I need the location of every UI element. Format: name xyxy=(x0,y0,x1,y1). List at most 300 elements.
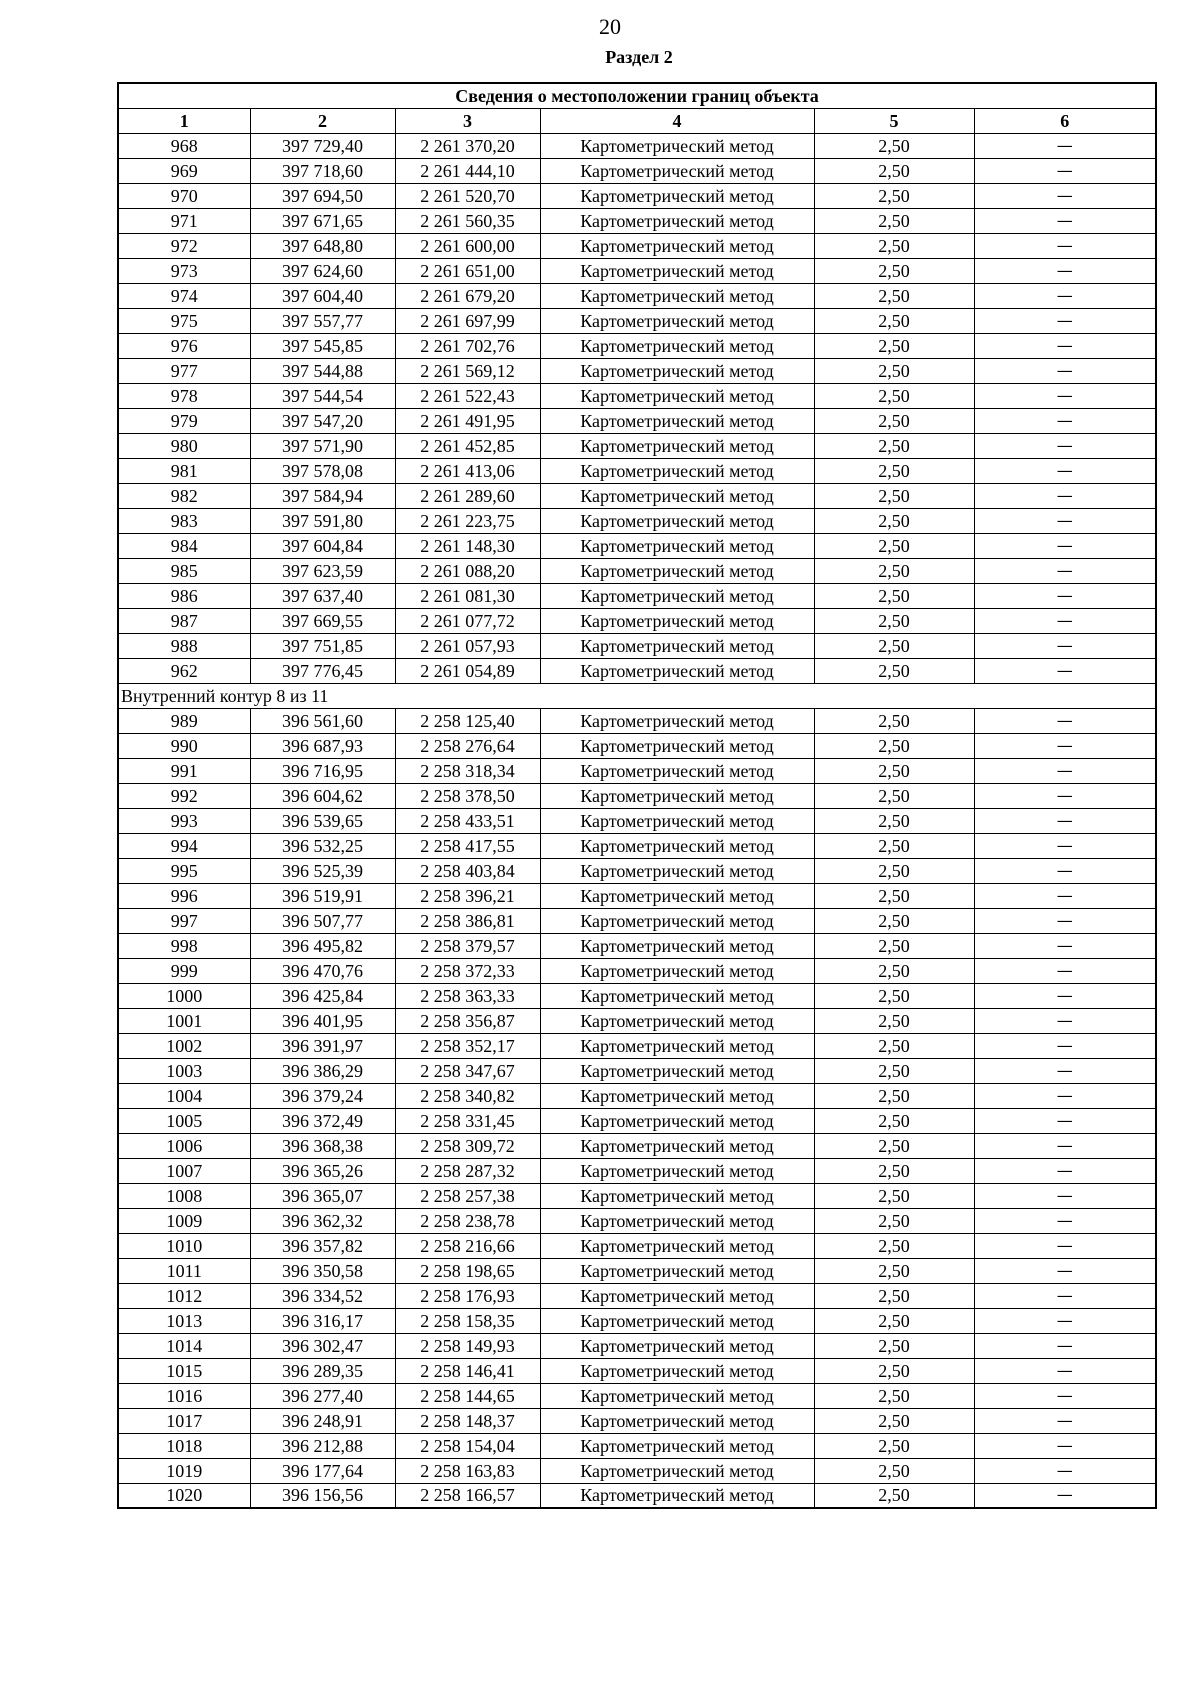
section-title: Раздел 2 xyxy=(605,47,673,67)
point-number-cell: 997 xyxy=(118,908,250,933)
method-cell: Картометрический метод xyxy=(540,808,814,833)
table-row xyxy=(118,858,1156,883)
description-cell: — xyxy=(974,508,1156,533)
description-cell: — xyxy=(974,458,1156,483)
point-number-cell: 986 xyxy=(118,583,250,608)
accuracy-cell: 2,50 xyxy=(814,908,974,933)
x-coordinate-cell: 396 470,76 xyxy=(250,958,395,983)
accuracy-cell: 2,50 xyxy=(814,258,974,283)
point-number-cell: 969 xyxy=(118,158,250,183)
point-number-cell: 1010 xyxy=(118,1233,250,1258)
table-row xyxy=(118,1383,1156,1408)
y-coordinate-cell: 2 261 452,85 xyxy=(395,433,540,458)
method-cell: Картометрический метод xyxy=(540,658,814,683)
point-number-cell: 1019 xyxy=(118,1458,250,1483)
x-coordinate-cell: 397 544,88 xyxy=(250,358,395,383)
x-coordinate-cell: 396 362,32 xyxy=(250,1208,395,1233)
accuracy-cell: 2,50 xyxy=(814,1383,974,1408)
description-cell: — xyxy=(974,1058,1156,1083)
y-coordinate-cell: 2 258 149,93 xyxy=(395,1333,540,1358)
y-coordinate-cell: 2 258 216,66 xyxy=(395,1233,540,1258)
point-number-cell: 981 xyxy=(118,458,250,483)
x-coordinate-cell: 397 578,08 xyxy=(250,458,395,483)
accuracy-cell: 2,50 xyxy=(814,183,974,208)
method-cell: Картометрический метод xyxy=(540,1308,814,1333)
description-cell: — xyxy=(974,583,1156,608)
description-cell: — xyxy=(974,958,1156,983)
table-row xyxy=(118,458,1156,483)
description-cell: — xyxy=(974,908,1156,933)
method-cell: Картометрический метод xyxy=(540,358,814,383)
y-coordinate-cell: 2 258 318,34 xyxy=(395,758,540,783)
y-coordinate-cell: 2 261 569,12 xyxy=(395,358,540,383)
accuracy-cell: 2,50 xyxy=(814,158,974,183)
table-row xyxy=(118,883,1156,908)
y-coordinate-cell: 2 261 491,95 xyxy=(395,408,540,433)
y-coordinate-cell: 2 258 352,17 xyxy=(395,1033,540,1058)
y-coordinate-cell: 2 258 148,37 xyxy=(395,1408,540,1433)
accuracy-cell: 2,50 xyxy=(814,933,974,958)
y-coordinate-cell: 2 261 077,72 xyxy=(395,608,540,633)
x-coordinate-cell: 397 669,55 xyxy=(250,608,395,633)
table-row xyxy=(118,1258,1156,1283)
table-row xyxy=(118,1208,1156,1233)
point-number-cell: 1003 xyxy=(118,1058,250,1083)
column-header: 2 xyxy=(250,108,395,133)
description-cell: — xyxy=(974,1408,1156,1433)
x-coordinate-cell: 397 624,60 xyxy=(250,258,395,283)
accuracy-cell: 2,50 xyxy=(814,1233,974,1258)
point-number-cell: 974 xyxy=(118,283,250,308)
x-coordinate-cell: 396 519,91 xyxy=(250,883,395,908)
description-cell: — xyxy=(974,1333,1156,1358)
y-coordinate-cell: 2 258 340,82 xyxy=(395,1083,540,1108)
point-number-cell: 989 xyxy=(118,708,250,733)
table-row xyxy=(118,158,1156,183)
table-body xyxy=(118,133,1156,1508)
method-cell: Картометрический метод xyxy=(540,1458,814,1483)
point-number-cell: 973 xyxy=(118,258,250,283)
y-coordinate-cell: 2 258 158,35 xyxy=(395,1308,540,1333)
x-coordinate-cell: 396 401,95 xyxy=(250,1008,395,1033)
accuracy-cell: 2,50 xyxy=(814,1283,974,1308)
accuracy-cell: 2,50 xyxy=(814,208,974,233)
method-cell: Картометрический метод xyxy=(540,583,814,608)
accuracy-cell: 2,50 xyxy=(814,583,974,608)
x-coordinate-cell: 397 604,40 xyxy=(250,283,395,308)
method-cell: Картометрический метод xyxy=(540,1408,814,1433)
method-cell: Картометрический метод xyxy=(540,1358,814,1383)
x-coordinate-cell: 397 776,45 xyxy=(250,658,395,683)
y-coordinate-cell: 2 261 413,06 xyxy=(395,458,540,483)
y-coordinate-cell: 2 258 166,57 xyxy=(395,1483,540,1508)
x-coordinate-cell: 396 604,62 xyxy=(250,783,395,808)
x-coordinate-cell: 396 495,82 xyxy=(250,933,395,958)
y-coordinate-cell: 2 261 444,10 xyxy=(395,158,540,183)
description-cell: — xyxy=(974,1283,1156,1308)
table-row xyxy=(118,783,1156,808)
table-row xyxy=(118,133,1156,158)
x-coordinate-cell: 396 316,17 xyxy=(250,1308,395,1333)
point-number-cell: 998 xyxy=(118,933,250,958)
description-cell: — xyxy=(974,258,1156,283)
table-row xyxy=(118,283,1156,308)
accuracy-cell: 2,50 xyxy=(814,1408,974,1433)
accuracy-cell: 2,50 xyxy=(814,883,974,908)
point-number-cell: 1002 xyxy=(118,1033,250,1058)
y-coordinate-cell: 2 258 287,32 xyxy=(395,1158,540,1183)
method-cell: Картометрический метод xyxy=(540,783,814,808)
method-cell: Картометрический метод xyxy=(540,1233,814,1258)
accuracy-cell: 2,50 xyxy=(814,133,974,158)
point-number-cell: 970 xyxy=(118,183,250,208)
method-cell: Картометрический метод xyxy=(540,1083,814,1108)
table-row xyxy=(118,533,1156,558)
point-number-cell: 994 xyxy=(118,833,250,858)
table-row xyxy=(118,1108,1156,1133)
x-coordinate-cell: 396 350,58 xyxy=(250,1258,395,1283)
x-coordinate-cell: 396 525,39 xyxy=(250,858,395,883)
point-number-cell: 979 xyxy=(118,408,250,433)
method-cell: Картометрический метод xyxy=(540,233,814,258)
table-row xyxy=(118,1083,1156,1108)
description-cell: — xyxy=(974,233,1156,258)
description-cell: — xyxy=(974,1108,1156,1133)
description-cell: — xyxy=(974,758,1156,783)
accuracy-cell: 2,50 xyxy=(814,858,974,883)
table-row xyxy=(118,1333,1156,1358)
method-cell: Картометрический метод xyxy=(540,1108,814,1133)
accuracy-cell: 2,50 xyxy=(814,833,974,858)
point-number-cell: 1017 xyxy=(118,1408,250,1433)
method-cell: Картометрический метод xyxy=(540,1258,814,1283)
point-number-cell: 1018 xyxy=(118,1433,250,1458)
point-number-cell: 984 xyxy=(118,533,250,558)
point-number-cell: 991 xyxy=(118,758,250,783)
x-coordinate-cell: 396 372,49 xyxy=(250,1108,395,1133)
table-row xyxy=(118,1233,1156,1258)
point-number-cell: 1006 xyxy=(118,1133,250,1158)
method-cell: Картометрический метод xyxy=(540,133,814,158)
table-row xyxy=(118,1008,1156,1033)
accuracy-cell: 2,50 xyxy=(814,1333,974,1358)
point-number-cell: 1000 xyxy=(118,983,250,1008)
description-cell: — xyxy=(974,158,1156,183)
table-row xyxy=(118,183,1156,208)
accuracy-cell: 2,50 xyxy=(814,1258,974,1283)
accuracy-cell: 2,50 xyxy=(814,608,974,633)
table-row xyxy=(118,383,1156,408)
description-cell: — xyxy=(974,333,1156,358)
description-cell: — xyxy=(974,608,1156,633)
y-coordinate-cell: 2 258 144,65 xyxy=(395,1383,540,1408)
method-cell: Картометрический метод xyxy=(540,283,814,308)
table-row xyxy=(118,233,1156,258)
description-cell: — xyxy=(974,383,1156,408)
x-coordinate-cell: 396 687,93 xyxy=(250,733,395,758)
point-number-cell: 992 xyxy=(118,783,250,808)
y-coordinate-cell: 2 258 347,67 xyxy=(395,1058,540,1083)
table-row xyxy=(118,333,1156,358)
y-coordinate-cell: 2 261 600,00 xyxy=(395,233,540,258)
y-coordinate-cell: 2 258 372,33 xyxy=(395,958,540,983)
accuracy-cell: 2,50 xyxy=(814,1308,974,1333)
x-coordinate-cell: 396 391,97 xyxy=(250,1033,395,1058)
x-coordinate-cell: 397 584,94 xyxy=(250,483,395,508)
table-row xyxy=(118,1433,1156,1458)
x-coordinate-cell: 397 571,90 xyxy=(250,433,395,458)
method-cell: Картометрический метод xyxy=(540,433,814,458)
table-row xyxy=(118,658,1156,683)
y-coordinate-cell: 2 261 520,70 xyxy=(395,183,540,208)
column-number-row xyxy=(118,108,1156,133)
accuracy-cell: 2,50 xyxy=(814,358,974,383)
description-cell: — xyxy=(974,933,1156,958)
point-number-cell: 1020 xyxy=(118,1483,250,1508)
table-row xyxy=(118,1358,1156,1383)
y-coordinate-cell: 2 261 223,75 xyxy=(395,508,540,533)
method-cell: Картометрический метод xyxy=(540,758,814,783)
table-row xyxy=(118,983,1156,1008)
description-cell: — xyxy=(974,1433,1156,1458)
method-cell: Картометрический метод xyxy=(540,1058,814,1083)
accuracy-cell: 2,50 xyxy=(814,383,974,408)
y-coordinate-cell: 2 258 276,64 xyxy=(395,733,540,758)
accuracy-cell: 2,50 xyxy=(814,1083,974,1108)
description-cell: — xyxy=(974,183,1156,208)
point-number-cell: 999 xyxy=(118,958,250,983)
description-cell: — xyxy=(974,208,1156,233)
method-cell: Картометрический метод xyxy=(540,533,814,558)
table-row xyxy=(118,308,1156,333)
description-cell: — xyxy=(974,1208,1156,1233)
description-cell: — xyxy=(974,1358,1156,1383)
accuracy-cell: 2,50 xyxy=(814,983,974,1008)
method-cell: Картометрический метод xyxy=(540,308,814,333)
point-number-cell: 1005 xyxy=(118,1108,250,1133)
point-number-cell: 1011 xyxy=(118,1258,250,1283)
x-coordinate-cell: 396 365,07 xyxy=(250,1183,395,1208)
description-cell: — xyxy=(974,783,1156,808)
table-row xyxy=(118,1283,1156,1308)
accuracy-cell: 2,50 xyxy=(814,958,974,983)
y-coordinate-cell: 2 261 081,30 xyxy=(395,583,540,608)
accuracy-cell: 2,50 xyxy=(814,783,974,808)
table-row xyxy=(118,583,1156,608)
x-coordinate-cell: 396 334,52 xyxy=(250,1283,395,1308)
y-coordinate-cell: 2 258 417,55 xyxy=(395,833,540,858)
y-coordinate-cell: 2 258 309,72 xyxy=(395,1133,540,1158)
point-number-cell: 1004 xyxy=(118,1083,250,1108)
x-coordinate-cell: 396 716,95 xyxy=(250,758,395,783)
x-coordinate-cell: 397 604,84 xyxy=(250,533,395,558)
y-coordinate-cell: 2 258 379,57 xyxy=(395,933,540,958)
accuracy-cell: 2,50 xyxy=(814,333,974,358)
description-cell: — xyxy=(974,283,1156,308)
description-cell: — xyxy=(974,433,1156,458)
description-cell: — xyxy=(974,133,1156,158)
y-coordinate-cell: 2 258 386,81 xyxy=(395,908,540,933)
point-number-cell: 1007 xyxy=(118,1158,250,1183)
point-number-cell: 1014 xyxy=(118,1333,250,1358)
table-row xyxy=(118,408,1156,433)
x-coordinate-cell: 396 379,24 xyxy=(250,1083,395,1108)
x-coordinate-cell: 397 729,40 xyxy=(250,133,395,158)
method-cell: Картометрический метод xyxy=(540,158,814,183)
accuracy-cell: 2,50 xyxy=(814,283,974,308)
y-coordinate-cell: 2 258 146,41 xyxy=(395,1358,540,1383)
table-caption: Сведения о местоположении границ объекта xyxy=(118,83,1156,108)
description-cell: — xyxy=(974,1183,1156,1208)
y-coordinate-cell: 2 258 378,50 xyxy=(395,783,540,808)
table-row xyxy=(118,733,1156,758)
method-cell: Картометрический метод xyxy=(540,1158,814,1183)
method-cell: Картометрический метод xyxy=(540,1433,814,1458)
description-cell: — xyxy=(974,483,1156,508)
table-row xyxy=(118,958,1156,983)
x-coordinate-cell: 397 637,40 xyxy=(250,583,395,608)
description-cell: — xyxy=(974,858,1156,883)
point-number-cell: 1009 xyxy=(118,1208,250,1233)
accuracy-cell: 2,50 xyxy=(814,1108,974,1133)
method-cell: Картометрический метод xyxy=(540,408,814,433)
table-row xyxy=(118,933,1156,958)
x-coordinate-cell: 396 357,82 xyxy=(250,1233,395,1258)
accuracy-cell: 2,50 xyxy=(814,558,974,583)
accuracy-cell: 2,50 xyxy=(814,533,974,558)
point-number-cell: 972 xyxy=(118,233,250,258)
method-cell: Картометрический метод xyxy=(540,1383,814,1408)
y-coordinate-cell: 2 258 433,51 xyxy=(395,808,540,833)
x-coordinate-cell: 396 365,26 xyxy=(250,1158,395,1183)
point-number-cell: 1013 xyxy=(118,1308,250,1333)
description-cell: — xyxy=(974,1233,1156,1258)
table-row xyxy=(118,758,1156,783)
point-number-cell: 976 xyxy=(118,333,250,358)
table-row xyxy=(118,633,1156,658)
method-cell: Картометрический метод xyxy=(540,508,814,533)
y-coordinate-cell: 2 261 651,00 xyxy=(395,258,540,283)
description-cell: — xyxy=(974,358,1156,383)
column-header: 4 xyxy=(540,108,814,133)
method-cell: Картометрический метод xyxy=(540,1133,814,1158)
column-header: 6 xyxy=(974,108,1156,133)
accuracy-cell: 2,50 xyxy=(814,1358,974,1383)
point-number-cell: 980 xyxy=(118,433,250,458)
table-row xyxy=(118,808,1156,833)
x-coordinate-cell: 397 694,50 xyxy=(250,183,395,208)
description-cell: — xyxy=(974,1133,1156,1158)
accuracy-cell: 2,50 xyxy=(814,733,974,758)
method-cell: Картометрический метод xyxy=(540,458,814,483)
point-number-cell: 988 xyxy=(118,633,250,658)
y-coordinate-cell: 2 258 396,21 xyxy=(395,883,540,908)
column-header: 1 xyxy=(118,108,250,133)
table-row xyxy=(118,1133,1156,1158)
x-coordinate-cell: 397 718,60 xyxy=(250,158,395,183)
point-number-cell: 978 xyxy=(118,383,250,408)
point-number-cell: 971 xyxy=(118,208,250,233)
x-coordinate-cell: 397 751,85 xyxy=(250,633,395,658)
description-cell: — xyxy=(974,1033,1156,1058)
y-coordinate-cell: 2 258 125,40 xyxy=(395,708,540,733)
x-coordinate-cell: 396 561,60 xyxy=(250,708,395,733)
y-coordinate-cell: 2 258 154,04 xyxy=(395,1433,540,1458)
x-coordinate-cell: 397 557,77 xyxy=(250,308,395,333)
y-coordinate-cell: 2 258 257,38 xyxy=(395,1183,540,1208)
x-coordinate-cell: 396 177,64 xyxy=(250,1458,395,1483)
description-cell: — xyxy=(974,983,1156,1008)
table-row xyxy=(118,1308,1156,1333)
description-cell: — xyxy=(974,1383,1156,1408)
table-row xyxy=(118,908,1156,933)
point-number-cell: 968 xyxy=(118,133,250,158)
x-coordinate-cell: 397 544,54 xyxy=(250,383,395,408)
description-cell: — xyxy=(974,633,1156,658)
table-row xyxy=(118,1033,1156,1058)
accuracy-cell: 2,50 xyxy=(814,1008,974,1033)
x-coordinate-cell: 396 302,47 xyxy=(250,1333,395,1358)
point-number-cell: 996 xyxy=(118,883,250,908)
point-number-cell: 1012 xyxy=(118,1283,250,1308)
method-cell: Картометрический метод xyxy=(540,633,814,658)
accuracy-cell: 2,50 xyxy=(814,508,974,533)
y-coordinate-cell: 2 258 163,83 xyxy=(395,1458,540,1483)
method-cell: Картометрический метод xyxy=(540,833,814,858)
point-number-cell: 990 xyxy=(118,733,250,758)
accuracy-cell: 2,50 xyxy=(814,1058,974,1083)
x-coordinate-cell: 396 532,25 xyxy=(250,833,395,858)
point-number-cell: 977 xyxy=(118,358,250,383)
x-coordinate-cell: 397 671,65 xyxy=(250,208,395,233)
method-cell: Картометрический метод xyxy=(540,558,814,583)
accuracy-cell: 2,50 xyxy=(814,308,974,333)
table-row xyxy=(118,483,1156,508)
y-coordinate-cell: 2 261 057,93 xyxy=(395,633,540,658)
x-coordinate-cell: 396 156,56 xyxy=(250,1483,395,1508)
method-cell: Картометрический метод xyxy=(540,1208,814,1233)
point-number-cell: 985 xyxy=(118,558,250,583)
column-header: 5 xyxy=(814,108,974,133)
accuracy-cell: 2,50 xyxy=(814,1208,974,1233)
accuracy-cell: 2,50 xyxy=(814,1033,974,1058)
table-row xyxy=(118,1058,1156,1083)
point-number-cell: 1016 xyxy=(118,1383,250,1408)
description-cell: — xyxy=(974,658,1156,683)
method-cell: Картометрический метод xyxy=(540,1008,814,1033)
method-cell: Картометрический метод xyxy=(540,208,814,233)
y-coordinate-cell: 2 258 356,87 xyxy=(395,1008,540,1033)
table-row xyxy=(118,608,1156,633)
description-cell: — xyxy=(974,1158,1156,1183)
x-coordinate-cell: 396 539,65 xyxy=(250,808,395,833)
accuracy-cell: 2,50 xyxy=(814,808,974,833)
table-row xyxy=(118,433,1156,458)
accuracy-cell: 2,50 xyxy=(814,233,974,258)
x-coordinate-cell: 397 545,85 xyxy=(250,333,395,358)
point-number-cell: 1001 xyxy=(118,1008,250,1033)
x-coordinate-cell: 396 507,77 xyxy=(250,908,395,933)
y-coordinate-cell: 2 261 289,60 xyxy=(395,483,540,508)
x-coordinate-cell: 396 289,35 xyxy=(250,1358,395,1383)
x-coordinate-cell: 396 368,38 xyxy=(250,1133,395,1158)
y-coordinate-cell: 2 261 522,43 xyxy=(395,383,540,408)
table-row xyxy=(118,358,1156,383)
description-cell: — xyxy=(974,1083,1156,1108)
y-coordinate-cell: 2 258 238,78 xyxy=(395,1208,540,1233)
column-header: 3 xyxy=(395,108,540,133)
point-number-cell: 993 xyxy=(118,808,250,833)
